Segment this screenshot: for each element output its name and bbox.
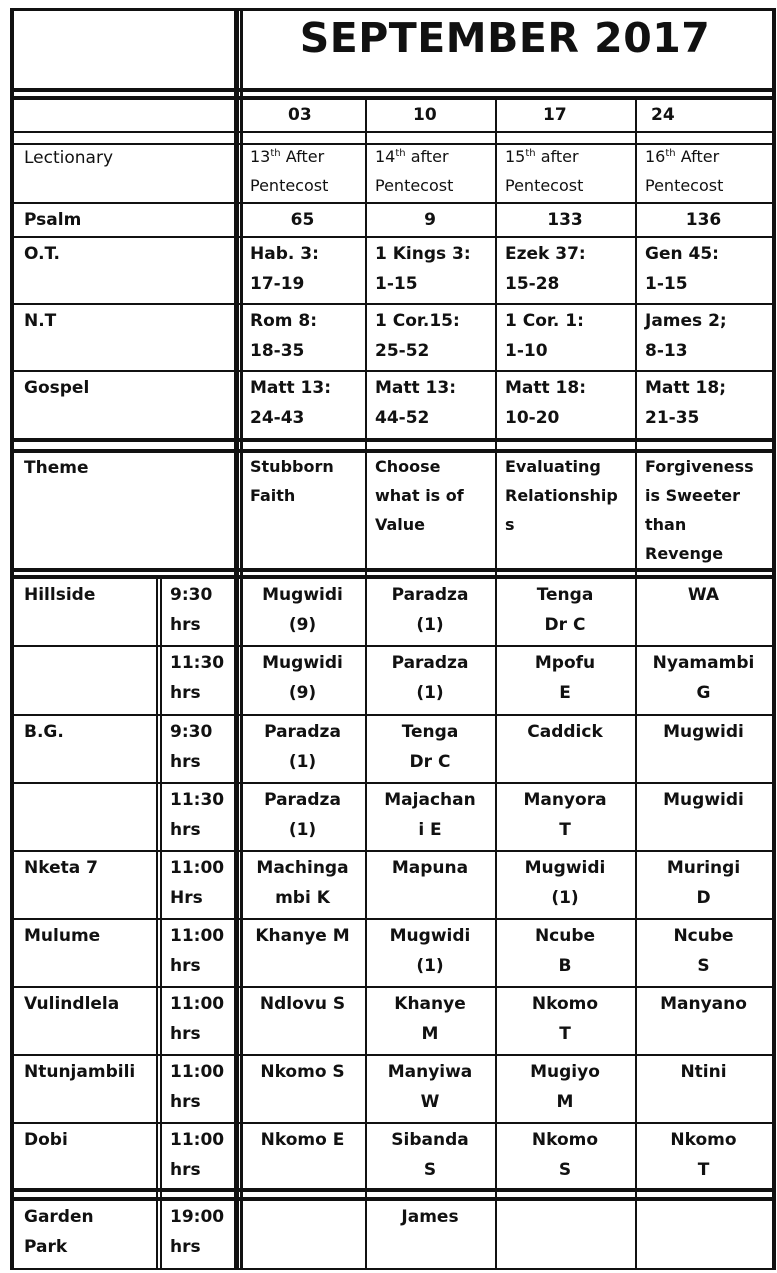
preacher-cell [497, 851, 633, 915]
preacher-cell-line: T [559, 1024, 571, 1044]
week-number: 13 [250, 147, 271, 166]
reading-cell-line: Hab. 3: [250, 244, 319, 264]
reading-cell [367, 203, 493, 237]
preacher-cell-line: Dr C [409, 752, 451, 772]
theme-cell-line: than [645, 515, 687, 534]
theme-cell-line: is Sweeter [645, 486, 740, 505]
preacher-cell [367, 851, 493, 885]
preacher-cell-line: Manyora [523, 790, 607, 810]
service-time-line: hrs [170, 615, 201, 635]
service-location: Nketa 7 [24, 858, 98, 878]
reading-cell-line: 1-15 [645, 274, 688, 294]
service-time-line: hrs [170, 1160, 201, 1180]
ordinal-suffix: th [270, 148, 281, 159]
preacher-cell-line: Nkomo [670, 1130, 737, 1150]
pentecost-word: Pentecost [505, 176, 584, 195]
service-time-line: hrs [170, 683, 201, 703]
service-time-line: hrs [170, 1237, 201, 1257]
reading-cell-line: 21-35 [645, 408, 700, 428]
service-time-line: 9:30 [170, 722, 213, 742]
preacher-cell-line: Ncube [673, 926, 734, 946]
preacher-cell-line: (1) [288, 752, 317, 772]
theme-cell-line: Relationship [505, 486, 618, 505]
reading-cell-line: 17-19 [250, 274, 305, 294]
service-time-line: 19:00 [170, 1207, 225, 1227]
preacher-cell [242, 851, 363, 915]
reading-cell-line: 1 Cor. 1: [505, 311, 584, 331]
preacher-cell-line: S [558, 1160, 572, 1180]
preacher-cell [242, 783, 363, 847]
service-location: Ntunjambili [24, 1062, 136, 1082]
preacher-cell-line: G [696, 683, 711, 703]
preacher-cell [242, 1200, 363, 1204]
preacher-cell [242, 1055, 363, 1089]
service-time-line: 11:00 [170, 1130, 225, 1150]
row-label: Psalm [24, 210, 82, 230]
reading-cell [242, 304, 363, 368]
service-location [16, 646, 156, 650]
preacher-cell-line: M [421, 1024, 439, 1044]
preacher-cell [497, 578, 633, 642]
preacher-cell-line: Nkomo S [260, 1062, 345, 1082]
preacher-cell-line: Mapuna [391, 858, 469, 878]
preacher-cell-line: Mugwidi [663, 722, 744, 742]
reading-cell [242, 203, 363, 237]
preacher-cell-line: Ntini [680, 1062, 727, 1082]
reading-cell [497, 304, 633, 368]
reading-cell-line: 24-43 [250, 408, 305, 428]
reading-cell-line: 1 Cor.15: [375, 311, 460, 331]
date-header: 17 [543, 105, 567, 125]
service-location-line: Park [24, 1237, 68, 1257]
ordinal-suffix: th [525, 148, 536, 159]
reading-cell-line: James 2; [645, 311, 727, 331]
preacher-cell [637, 1055, 770, 1089]
service-time [162, 1123, 238, 1187]
preacher-cell [242, 578, 363, 642]
border-top-left [10, 8, 240, 11]
theme-cell-line: Evaluating [505, 457, 601, 476]
pentecost-word: Pentecost [375, 176, 454, 195]
date-header: 10 [413, 105, 437, 125]
preacher-cell-line: Mugwidi [389, 926, 471, 946]
lectionary-week [645, 142, 762, 171]
reading-cell [242, 371, 363, 435]
preacher-cell-line: (1) [416, 956, 444, 976]
date-header: 24 [651, 105, 675, 125]
preacher-cell-line: Ncube [534, 926, 596, 946]
preacher-cell-line: Paradza [264, 790, 341, 810]
reading-cell [497, 237, 633, 301]
service-time [162, 1200, 238, 1264]
preacher-cell-line: Paradza [391, 653, 469, 673]
theme-cell-line: Choose [375, 457, 441, 476]
reading-cell-line: Matt 13: [250, 378, 332, 398]
service-time-line: 11:00 [170, 926, 225, 946]
theme-cell-line: Value [375, 515, 426, 534]
service-location [16, 1200, 156, 1264]
preacher-cell-line: WA [687, 585, 720, 605]
row-label: N.T [24, 311, 57, 331]
service-time-line: hrs [170, 752, 201, 772]
preacher-cell-line: i E [418, 820, 442, 840]
theme-cell-line: Stubborn [250, 457, 334, 476]
reading-cell-line: 136 [685, 210, 722, 230]
theme-cell [497, 450, 633, 541]
service-time [162, 987, 238, 1051]
row-label: O.T. [24, 244, 61, 264]
preacher-cell [242, 987, 363, 1021]
preacher-cell-line: S [697, 956, 710, 976]
preacher-cell-line: Nkomo [531, 1130, 599, 1150]
preacher-cell-line: Nkomo [531, 994, 599, 1014]
reading-cell-line: 44-52 [375, 408, 430, 428]
theme-cell-line: what is of [375, 486, 464, 505]
service-location-line: Garden [24, 1207, 94, 1227]
row-line-8 [10, 438, 776, 442]
preacher-cell-line: B [558, 956, 572, 976]
row-line-22 [10, 1268, 776, 1270]
after-word: after [540, 147, 579, 166]
preacher-cell [367, 715, 493, 779]
preacher-cell-line: M [556, 1092, 574, 1112]
preacher-cell-line: Manyano [660, 994, 747, 1014]
lectionary-cell [367, 140, 493, 202]
preacher-cell [637, 1200, 770, 1204]
preacher-cell-line: (9) [288, 615, 317, 635]
service-time [162, 715, 238, 779]
preacher-cell-line: Tenga [536, 585, 594, 605]
preacher-cell-line: Khanye M [255, 926, 350, 946]
theme-cell-line: s [505, 515, 515, 534]
row-line-0 [10, 88, 776, 92]
service-time [162, 851, 238, 915]
service-time-line: hrs [170, 956, 201, 976]
theme-cell [367, 450, 493, 541]
service-time [162, 919, 238, 983]
preacher-cell-line: (1) [551, 888, 579, 908]
preacher-cell [637, 851, 770, 915]
preacher-cell-line: (1) [288, 820, 317, 840]
preacher-cell-line: James [401, 1207, 459, 1227]
preacher-cell [497, 919, 633, 983]
reading-cell-line: 10-20 [505, 408, 560, 428]
preacher-cell-line: Mugwidi [262, 585, 343, 605]
preacher-cell-line: Tenga [401, 722, 459, 742]
preacher-cell [637, 578, 770, 612]
lectionary-week [375, 142, 485, 171]
preacher-cell [497, 646, 633, 710]
service-time [162, 578, 238, 642]
service-location: Mulume [24, 926, 101, 946]
lectionary-week [250, 142, 355, 171]
after-word: After [285, 147, 325, 166]
page-title: SEPTEMBER 2017 [299, 14, 711, 62]
preacher-cell-line: S [423, 1160, 437, 1180]
service-time-line: 11:00 [170, 1062, 225, 1082]
service-time-line: hrs [170, 1024, 201, 1044]
service-time-line: hrs [170, 820, 201, 840]
reading-cell [637, 371, 770, 435]
preacher-cell-line: Mugiyo [530, 1062, 600, 1082]
after-word: after [410, 147, 449, 166]
preacher-cell-line: Nkomo E [260, 1130, 345, 1150]
reading-cell-line: 9 [424, 210, 436, 230]
service-time [162, 646, 238, 710]
preacher-cell [242, 1123, 363, 1157]
service-location: Hillside [24, 585, 96, 605]
preacher-cell-line: Muringi [666, 858, 741, 878]
service-time-line: 11:00 [170, 858, 225, 878]
theme-cell-line: Forgiveness [645, 457, 754, 476]
service-time-line: 11:00 [170, 994, 225, 1014]
reading-cell-line: Matt 18; [645, 378, 727, 398]
preacher-cell-line: T [559, 820, 571, 840]
lectionary-cell [242, 140, 363, 202]
week-number: 14 [375, 147, 396, 166]
reading-cell [497, 371, 633, 435]
pentecost-word: Pentecost [645, 176, 724, 195]
preacher-cell-line: T [697, 1160, 710, 1180]
preacher-cell [497, 1055, 633, 1119]
service-location: B.G. [24, 722, 64, 742]
preacher-cell [367, 1123, 493, 1187]
border-left [10, 8, 14, 1270]
reading-cell-line: 1-15 [375, 274, 418, 294]
preacher-cell [637, 646, 770, 710]
reading-cell-line: Rom 8: [250, 311, 318, 331]
service-time-line: Hrs [170, 888, 203, 908]
preacher-cell [367, 1200, 493, 1234]
after-word: After [680, 147, 720, 166]
preacher-cell [497, 1123, 633, 1187]
preacher-cell-line: Caddick [527, 722, 603, 742]
preacher-cell [637, 987, 770, 1021]
reading-cell [367, 237, 493, 301]
preacher-cell [242, 715, 363, 779]
border-top-right [240, 8, 776, 11]
reading-cell-line: 1 Kings 3: [375, 244, 471, 264]
reading-cell [497, 203, 633, 237]
service-time-line: hrs [170, 1092, 201, 1112]
preacher-cell-line: Paradza [391, 585, 469, 605]
preacher-cell [367, 783, 493, 847]
preacher-cell-line: Machinga [256, 858, 349, 878]
preacher-cell-line: (1) [416, 683, 444, 703]
ordinal-suffix: th [665, 148, 676, 159]
reading-cell-line: 8-13 [645, 341, 688, 361]
theme-cell-line: Faith [250, 486, 296, 505]
row-line-20 [10, 1188, 776, 1192]
preacher-cell-line: Dr C [544, 615, 586, 635]
lectionary-cell [497, 140, 633, 202]
preacher-cell-line: Paradza [264, 722, 341, 742]
preacher-cell [497, 1200, 633, 1204]
preacher-cell [497, 783, 633, 847]
preacher-cell [497, 715, 633, 749]
theme-cell [637, 450, 770, 570]
preacher-cell [367, 987, 493, 1051]
preacher-cell-line: D [696, 888, 711, 908]
reading-cell-line: Ezek 37: [505, 244, 586, 264]
service-time-line: 9:30 [170, 585, 213, 605]
preacher-cell [637, 783, 770, 817]
reading-cell-line: 133 [547, 210, 583, 230]
preacher-cell [637, 1123, 770, 1187]
preacher-cell [367, 646, 493, 710]
lectionary-week [505, 142, 625, 171]
week-number: 16 [645, 147, 666, 166]
pentecost-word: Pentecost [250, 176, 329, 195]
preacher-cell-line: Mugwidi [663, 790, 744, 810]
reading-cell-line: 25-52 [375, 341, 430, 361]
row-label: Gospel [24, 378, 90, 398]
row-label-lectionary: Lectionary [24, 148, 114, 168]
service-location: Dobi [24, 1130, 68, 1150]
service-time-line: 11:30 [170, 790, 225, 810]
reading-cell-line: Gen 45: [645, 244, 719, 264]
preacher-cell-line: Mpofu [534, 653, 596, 673]
preacher-cell [242, 646, 363, 710]
preacher-cell-line: (9) [288, 683, 317, 703]
reading-cell [637, 304, 770, 368]
preacher-cell [637, 715, 770, 749]
reading-cell-line: Matt 18: [505, 378, 587, 398]
service-location: Vulindlela [24, 994, 120, 1014]
lectionary-cell [637, 140, 770, 202]
service-time [162, 1055, 238, 1119]
preacher-cell-line: (1) [416, 615, 444, 635]
preacher-cell-line: E [559, 683, 571, 703]
time-col-line-a [156, 575, 158, 1268]
reading-cell [637, 203, 770, 237]
preacher-cell-line: Sibanda [391, 1130, 469, 1150]
preacher-cell-line: mbi K [275, 888, 330, 908]
service-location [16, 783, 156, 787]
reading-cell-line: 15-28 [505, 274, 560, 294]
reading-cell [367, 304, 493, 368]
preacher-cell [367, 919, 493, 983]
preacher-cell-line: Mugwidi [524, 858, 606, 878]
theme-cell-line: Revenge [645, 544, 724, 563]
preacher-cell-line: Ndlovu S [259, 994, 346, 1014]
preacher-cell-line: Khanye [394, 994, 466, 1014]
row-label-theme: Theme [24, 458, 89, 478]
preacher-cell [242, 919, 363, 953]
ordinal-suffix: th [395, 148, 406, 159]
preacher-cell [367, 578, 493, 642]
preacher-cell-line: Manyiwa [387, 1062, 473, 1082]
preacher-cell-line: W [420, 1092, 440, 1112]
reading-cell [367, 371, 493, 435]
reading-cell [242, 237, 363, 301]
reading-cell-line: 65 [290, 210, 315, 230]
reading-cell-line: Matt 13: [375, 378, 457, 398]
reading-cell-line: 18-35 [250, 341, 305, 361]
preacher-cell [367, 1055, 493, 1119]
service-time-line: 11:30 [170, 653, 225, 673]
border-right [772, 8, 776, 1270]
reading-cell [637, 237, 770, 301]
week-number: 15 [505, 147, 526, 166]
preacher-cell-line: Mugwidi [262, 653, 343, 673]
preacher-cell [637, 919, 770, 983]
theme-cell [242, 450, 363, 512]
reading-cell-line: 1-10 [505, 341, 548, 361]
preacher-cell [497, 987, 633, 1051]
preacher-cell-line: Nyamambi [652, 653, 755, 673]
preacher-cell-line: Majachan [384, 790, 476, 810]
service-time [162, 783, 238, 847]
date-header: 03 [288, 105, 312, 125]
